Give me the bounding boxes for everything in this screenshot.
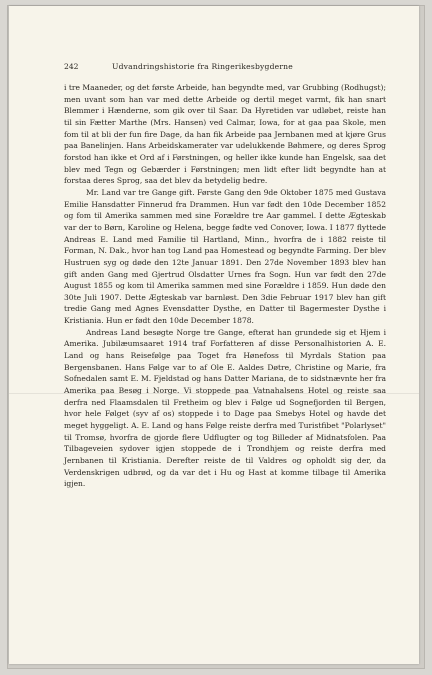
body-text: [64, 82, 386, 490]
paragraph-2: Mr. Land var tre Gange gift. Første Gang den 9de Oktober 1875 med Gustava Emilie Hansdatter Finnerud fra Drammen. Hun var født den 10de December 1852 og fom til Amerika sammen med sine Forældre tre Aar gammel. I dette Ægteskab var der to Børn, Karoline og Helena, begge fødte ved Conover, Iowa. I 1877 flyttede Andreas E. Land med Familie til Hartland, Minn., hvorfra de i 1882 reiste til Forman, N. Dak., hvor han tog Land paa Homestead og begyndte Farming. Der blev Hustruen syg og døde den 12te Januar 1891. Den 27de November 1893 blev han gift anden Gang med Gjertrud Olsdatter Urnes fra Sogn. Hun var født den 27de August 1855 og kom til Amerika sammen med sine Forældre i 1859. Hun døde den 30te Juli 1907. Dette Ægteskab var barnløst. Den 3die Februar 1917 blev han gift tredie Gang med Agnes Evensdatter Dysthe, en Datter til Bagermester Dysthe i Kristiania. Hun er født den 10de December 1878.: [64, 187, 386, 326]
page-number: 242: [64, 62, 79, 71]
running-title: Udvandringshistorie fra Ringerikesbygderne: [112, 62, 293, 71]
paragraph-1: i tre Maaneder, og det første Arbeide, han begyndte med, var Grubbing (Rodhugst); men uvant som han var med dette Arbeide og dertil meget varmt, fik han snart Blemmer i Hænderne, som gik over til Saar. Da Hyretiden var udløbet, reiste han til sin Fætter Marthe (Mrs. Hansen) ved Calmar, Iowa, for at gaa paa Skole, men fom til at bli der fun fire Dage, da han fik Arbeide paa Jernbanen med at kjøre Grus paa Banelinjen. Hans Arbeidskamerater var udelukkende Bøhmere, og deres Sprog forstod han ikke et Ord af i Førstningen, og heller ikke kunde han Engelsk, saa det blev med Tegn og Gebærder i Førstningen; men lidt efter lidt begyndte han at forstaa deres Sprog, saa det blev da betydelig bedre.: [64, 83, 386, 186]
book-page: [9, 6, 419, 664]
paragraph-3: Andreas Land besøgte Norge tre Gange, efterat han grundede sig et Hjem i Amerika. Jubilæumsaaret 1914 traf Forfatteren af disse Personalhistorien A. E. Land og hans Reisefølge paa Toget fra Hønefoss til Myrdals Station paa Bergensbanen. Hans Følge var to af Ole E. Aaldes Døtre, Christine og Marie, fra Sofnedalen samt E. M. Fjeldstad og hans Datter Mariana, de to sidstnævnte her fra Amerika paa Besøg i Norge. Vi stoppede paa Vatnahalsens Hotel og reiste saa derfra ned Flaamsdalen til Fretheim og blev i Følge ud Sognefjorden til Bergen, hvor hele Følget (syv af os) stoppede i to Dage paa Smebys Hotel og havde det meget hyggeligt. A. E. Land og hans Følge reiste derfra med Turistfibet "Polarlyset" til Tromsø, hvorfra de gjorde flere Udflugter og tog Billeder af Midnatsfolen. Paa Tilbageveien sydover igjen stoppede de i Trondhjem og reiste derfra med Jernbanen til Kristiania. Derefter reiste de til Valdres og opholdt sig der, da Verdenskrigen udbrød, og da var det i Hu og Hast at komme tilbage til Amerika igjen.: [64, 327, 386, 489]
